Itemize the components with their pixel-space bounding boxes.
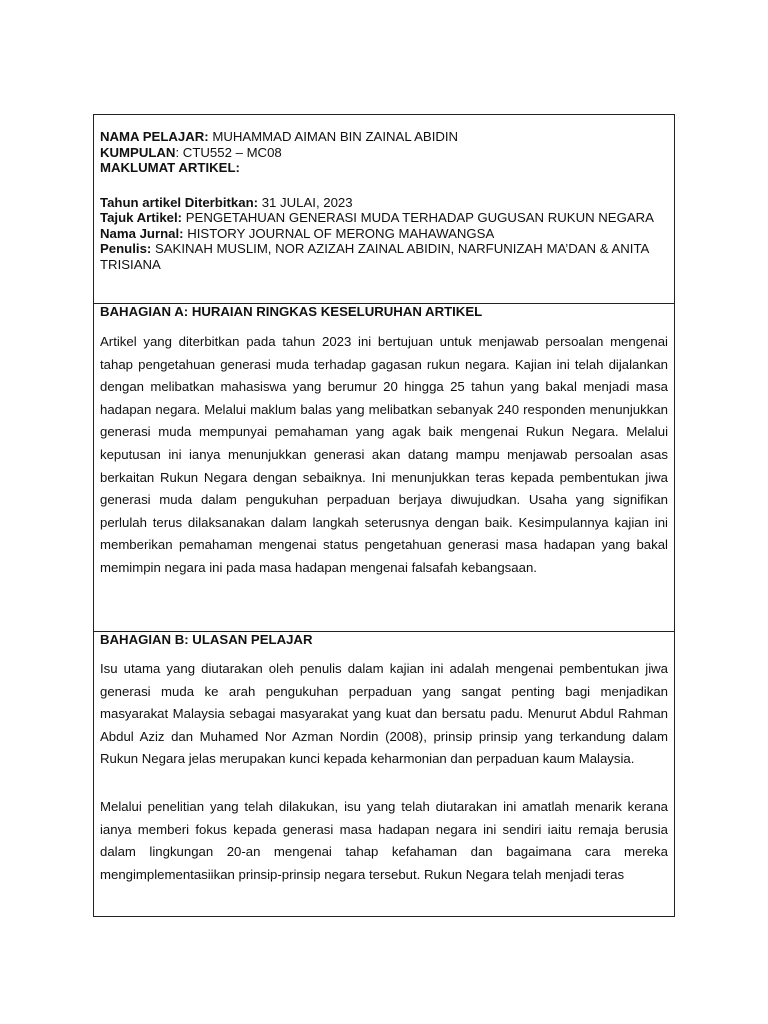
- year-line: [100, 195, 668, 211]
- group-value: : CTU552 – MC08: [175, 144, 282, 160]
- group-line: [100, 145, 668, 161]
- section-b-title: BAHAGIAN B: ULASAN PELAJAR: [100, 632, 313, 647]
- document-frame: [93, 114, 675, 917]
- section-b: [94, 632, 674, 886]
- section-a-paragraph: Artikel yang diterbitkan pada tahun 2023 ini bertujuan untuk menjawab persoalan mengenai tahap pengetahuan generasi muda terhadap gagasan rukun negara. Kajian ini telah dijalankan dengan melibatkan mahasiswa yang berumur 20 hingga 25 tahun yang bakal menjadi masa hadapan negara. Melalui maklum balas yang melibatkan sebanyak 240 responden menunjukkan generasi muda mempunyai pemahaman yang agak baik mengenai Rukun Negara. Melalui keputusan ini ianya menunjukkan generasi akan datang mampu menjawab persoalan asas berkaitan Rukun Negara dengan sebaiknya. Ini menunjukkan teras kepada pembentukan jiwa generasi muda dalam pengukuhan perpaduan berjaya diwujudkan. Usaha yang signifikan perlulah terus dilaksanakan dalam langkah seterusnya dengan baik. Kesimpulannya kajian ini memberikan pemahaman mengenai status pengetahuan generasi masa hadapan yang bakal memimpin negara ini pada masa hadapan mengenai falsafah kebangsaan.: [100, 334, 668, 575]
- section-a-title: BAHAGIAN A: HURAIAN RINGKAS KESELURUHAN ARTIKEL: [100, 304, 483, 319]
- section-a: [94, 304, 674, 632]
- year-label: Tahun artikel Diterbitkan:: [100, 194, 259, 210]
- student-name-value: MUHAMMAD AIMAN BIN ZAINAL ABIDIN: [208, 129, 459, 144]
- title-line: [100, 210, 668, 226]
- year-value: 31 JULAI, 2023: [258, 194, 353, 210]
- spacer: [100, 176, 668, 195]
- journal-label: Nama Jurnal:: [100, 225, 184, 241]
- group-label: KUMPULAN: [100, 144, 176, 160]
- article-info-heading: MAKLUMAT ARTIKEL:: [100, 160, 240, 175]
- student-info-section: [94, 115, 674, 304]
- student-name-label: NAMA PELAJAR:: [100, 129, 209, 144]
- authors-label: Penulis:: [100, 241, 152, 256]
- section-b-paragraph-1: Isu utama yang diutarakan oleh penulis dalam kajian ini adalah mengenai pembentukan jiwa generasi muda ke arah pengukuhan perpaduan yang sangat penting bagi menjadikan masyarakat Malaysia sebagai masyarakat yang kuat dan bersatu padu. Menurut Abdul Rahman Abdul Aziz dan Muhamed Nor Azman Nordin (2008), prinsip prinsip yang terkandung dalam Rukun Negara jelas merupakan kunci kepada keharmonian dan perpaduan kaum Malaysia.: [100, 661, 668, 767]
- article-title-value: PENGETAHUAN GENERASI MUDA TERHADAP GUGUSAN RUKUN NEGARA: [182, 210, 654, 225]
- student-name-line: [100, 129, 668, 145]
- journal-value: HISTORY JOURNAL OF MERONG MAHAWANGSA: [183, 225, 495, 241]
- section-b-paragraph-2: Melalui penelitian yang telah dilakukan, isu yang telah diutarakan ini amatlah menarik kerana ianya memberi fokus kepada generasi masa hadapan negara ini sendiri iaitu remaja berusia dalam lingkungan 20-an mengenai tahap kefahaman dan bagaimana cara mereka mengimplementasiikan prinsip-prinsip negara tersebut. Rukun Negara telah menjadi teras: [100, 798, 668, 882]
- authors-line: [100, 241, 668, 272]
- authors-value: SAKINAH MUSLIM, NOR AZIZAH ZAINAL ABIDIN, NARFUNIZAH MA’DAN & ANITA TRISIANA: [100, 241, 649, 272]
- journal-line: [100, 226, 668, 242]
- article-title-label: Tajuk Artikel:: [100, 210, 183, 225]
